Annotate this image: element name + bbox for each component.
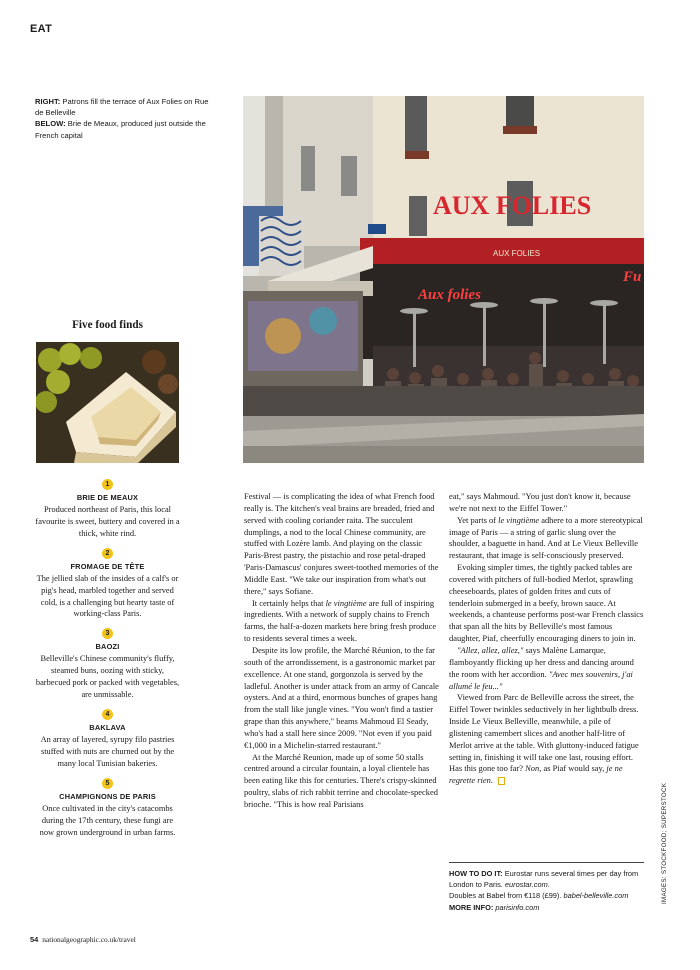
find-name: FROMAGE DE TÊTE (70, 561, 145, 571)
article-text-run: Viewed from Parc de Belleville across the street, the Eiffel Tower twinkles seductively in her lightbulb dress. Inside Le Vieux Belleville, meanwhile, a pile of glistening camembert slices and another half-litre of Merlot arrive at the table. With gluttony-induced fatigue setting in, finishing it will take one last, rousing effort. Has this gone too far? (449, 692, 639, 774)
article-text-run: says Malène Lamarque, flamboyantly flicking up her dress and dancing around the room with her accordion. (449, 644, 634, 679)
article-text-run: Despite its low profile, the Marché Réunion, to the far south of the arrondissement, is a gastronomic market par excellence. At one stand, gorgonzola is served by the ladleful. Another is under attack from an army of Cancale oysters. And at a third, enormous bunches of grapes hang from the stall like jungle vines. "You won't find a tastier grape than this anywhere," beams Mahmoud El Seady, who's had a stall here since 2009. "Not even if you paid €1,000 in a Michelin-starred restaurant." (244, 644, 439, 750)
page-number: 54 (30, 935, 39, 944)
find-description: Produced northeast of Paris, this local favourite is sweet, buttery and covered in a thick, white rind. (35, 505, 180, 538)
page-footer (30, 935, 136, 944)
parisinfo-link[interactable]: parisinfo.com (495, 902, 540, 912)
article-paragraph (449, 562, 645, 645)
article-text-run: . (490, 775, 496, 786)
find-number-badge: 5 (102, 778, 113, 789)
article-text-run: It certainly helps that (252, 597, 326, 608)
article-text-run: le vingtième (325, 597, 367, 608)
article-paragraph (449, 645, 645, 692)
article-text-run: At the Marché Reunion, made up of some 50 stalls centred around a circular fountain, a loyal clientele has been eating like this for centuries. There's crispy-skinned poultry, slabs of rich rabbit terrine and chocolate-specked brioche. "This is how real Parisians (244, 751, 438, 809)
food-finds-title: Five food finds (72, 319, 143, 331)
article-text-run: Evoking simpler times, the tightly packed tables are covered with pitchers of full-bodied Merlot, sprawling cheeseboards, plates of golden frites and cuts of tenderloin submerged in a beefy, brown sauce. At weekends, a chanteuse performs post-war French classics that span all the hits by Belleville's most famous daughter, Piaf, cheerfully encouraging diners to join in. (449, 562, 644, 644)
find-description: Once cultivated in the city's catacombs during the 17th century, these fungi are now grown underground in urban farms. (39, 803, 176, 837)
article-text-run: adhere to a more stereotypical image of Paris — a string of garlic slung over the shoulder, a baguette in hand. And at Le Vieux Belleville restaurant, that image is self-consciously preserved. (449, 514, 643, 561)
find-name: CHAMPIGNONS DE PARIS (59, 791, 156, 801)
article-text-run: eat," says Mahmoud. "You just don't know it, because we're not next to the Eiffel Tower." (449, 491, 631, 513)
caption-right-label: RIGHT: (35, 97, 61, 106)
find-number-badge: 1 (102, 479, 113, 490)
article-text-run: le vingtième (498, 514, 540, 525)
caption-below-text: Brie de Meaux, produced just outside the French capital (35, 119, 206, 140)
aux-folies-photo (243, 96, 644, 463)
article-text-run: "Avec mes souvenirs, j'ai allumé le feu..." (449, 668, 633, 691)
howto-text: Eurostar runs several times per day from London to Paris. (449, 869, 639, 890)
food-find-item (35, 709, 180, 770)
find-name: BAKLAVA (89, 722, 126, 732)
food-find-item (35, 628, 180, 701)
find-number-badge: 4 (102, 709, 113, 720)
article-text-run: Non (525, 763, 540, 774)
info-box (449, 868, 649, 913)
find-description: The jellied slab of the insides of a calf's or pig's head, marbled together and served cold, is a challenging but hearty taste of working-class Paris. (36, 573, 179, 619)
food-find-item (35, 778, 180, 839)
find-description: An array of layered, syrupy filo pastries stuffed with nuts are churned out by the many local Tunisian bakeries. (40, 734, 175, 768)
find-number-badge: 2 (102, 548, 113, 559)
article-paragraph (449, 491, 645, 515)
sign-right-text: Fu (623, 269, 642, 285)
article-paragraph (244, 491, 440, 598)
babel-link[interactable]: babel-belleville.com (563, 891, 629, 901)
article-paragraph (449, 515, 645, 562)
find-description: Belleville's Chinese community's fluffy, steamed buns, oozing with sticky, barbecued pork or packed with vegetables, are unmissable. (35, 654, 180, 700)
food-find-item (35, 548, 180, 621)
footer-url[interactable]: nationalgeographic.co.uk/travel (42, 935, 136, 944)
article-paragraph (449, 692, 645, 787)
article-column-1 (244, 491, 440, 811)
caption-right-text: Patrons fill the terrace of Aux Folies on Rue de Belleville (35, 97, 209, 118)
article-text-run: "Allez, allez, allez," (457, 644, 524, 655)
photo-credit (658, 782, 670, 904)
photo-credit-text: IMAGES: STOCKFOOD; SUPERSTOCK (661, 782, 668, 904)
article-paragraph (244, 598, 440, 645)
food-find-item (35, 479, 180, 540)
aux-folies-illustration (243, 96, 644, 463)
find-number-badge: 3 (102, 628, 113, 639)
more-info-label: MORE INFO: (449, 902, 496, 912)
sign-small-text: AUX FOLIES (493, 249, 541, 258)
doubles-text: Doubles at Babel from €118 (£99). (449, 891, 564, 901)
article-text-run: , as Piaf would say, (539, 763, 607, 774)
end-of-article-mark (498, 777, 505, 785)
article-text-run: je ne regrette rien (449, 763, 623, 786)
article-paragraph (244, 752, 440, 811)
section-label: EAT (30, 23, 53, 35)
article-text-run: Yet parts of (457, 514, 499, 525)
sign-main-text: AUX FOLIES (433, 191, 592, 220)
brie-photo (36, 342, 179, 463)
find-name: BRIE DE MEAUX (76, 493, 139, 502)
caption-below-label: BELOW: (35, 119, 66, 129)
howto-label: HOW TO DO IT: (449, 869, 503, 878)
eurostar-link[interactable]: eurostar.com. (504, 880, 550, 890)
article-paragraph (244, 645, 440, 752)
sign-neon-text: Aux folies (418, 287, 481, 303)
find-name: BAOZI (95, 642, 120, 652)
article-column-2 (449, 491, 645, 787)
article-text-run: Festival — is complicating the idea of what French food really is. The kitchen's veal brains are breaded, fried and served with cooling coriander raita. The succulent dumplings, a nod to the local Chinese community, are stuffed with Lozère lamb. And playing on the classic Paris-Brest pastry, the pistachio and rose petal-draped 'Paris-Damascus' conjures sweet-toothed memories of the Middle East. "We take our inspiration from what's out there," says Sofiane. (244, 491, 439, 596)
photo-captions (35, 96, 210, 141)
food-finds-list (35, 479, 180, 846)
brie-illustration (36, 342, 179, 463)
article-text-run: are full of inspiring ingredients. With a network of supply chains to French farms, the half-a-dozen markets here bring fresh produce to residents several times a week. (244, 597, 437, 644)
info-divider (449, 862, 644, 863)
